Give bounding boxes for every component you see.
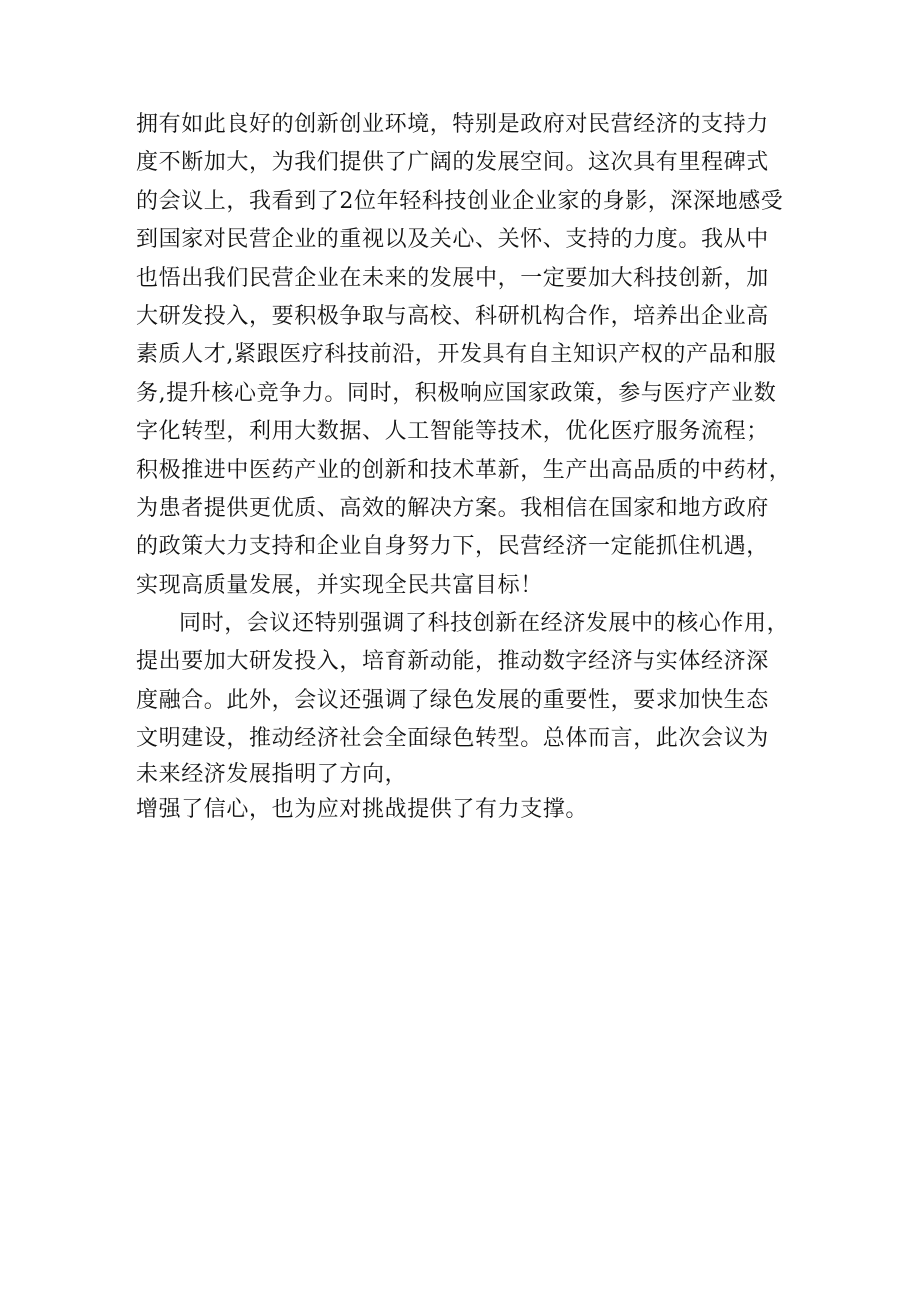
- text-line: 提出要加大研发投入，培育新动能，推动数字经济与实体经济深: [136, 649, 769, 675]
- text-line: 文明建设，推动经济社会全面绿色转型。总体而言，此次会议为: [136, 726, 769, 752]
- text-line: 为患者提供更优质、高效的解决方案。我相信在国家和地方政府: [136, 495, 769, 521]
- text-line: 同时，会议还特别强调了科技创新在经济发展中的核心作用，: [179, 611, 790, 637]
- text-line: 未来经济发展指明了方向，: [136, 761, 408, 787]
- text-line: 也悟出我们民营企业在未来的发展中，一定要加大科技创新，加: [136, 265, 769, 291]
- text-line: 大研发投入，要积极争取与高校、科研机构合作，培养出企业高: [136, 303, 769, 329]
- text-line: 度融合。此外，会议还强调了绿色发展的重要性，要求加快生态: [136, 687, 769, 713]
- document-body: [136, 106, 808, 829]
- text-line: 务,提升核心竞争力。同时，积极响应国家政策，参与医疗产业数: [136, 380, 777, 406]
- text-line: 字化转型，利用大数据、人工智能等技术，优化医疗服务流程；: [136, 419, 769, 445]
- text-line: 素质人才,紧跟医疗科技前沿，开发具有自主知识产权的产品和服: [136, 342, 777, 368]
- text-line: 实现高质量发展，并实现全民共富目标！: [136, 572, 543, 598]
- text-line: 到国家对民营企业的重视以及关心、关怀、支持的力度。我从中: [136, 227, 769, 253]
- text-line: 拥有如此良好的创新创业环境，特别是政府对民营经济的支持力: [136, 112, 769, 137]
- text-line: 积极推进中医药产业的创新和技术革新，生产出高品质的中药材，: [136, 457, 792, 483]
- text-line: 的会议上，我看到了2位年轻科技创业企业家的身影，深深地感受: [136, 188, 784, 214]
- text-line: 度不断加大，为我们提供了广阔的发展空间。这次具有里程碑式: [136, 150, 769, 176]
- paragraph-2: [136, 605, 808, 829]
- text-line: 的政策大力支持和企业自身努力下，民营经济一定能抓住机遇，: [136, 534, 769, 560]
- paragraph-1: [136, 106, 808, 605]
- text-line: 增强了信心，也为应对挑战提供了有力支撑。: [136, 796, 589, 822]
